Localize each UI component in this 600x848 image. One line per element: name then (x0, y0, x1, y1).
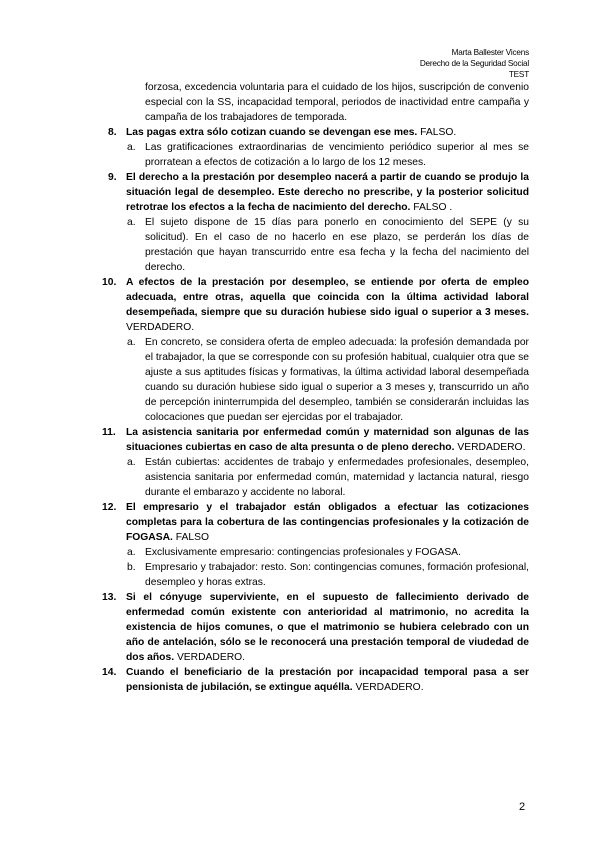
sub-text: El sujeto dispone de 15 días para ponerlo en conocimiento del SEPE (y su solicitud). En el caso de no hacerlo en ese plazo, se perderán los días de prestación que hayan transcurrido entre esa fecha y la fecha del nacimiento del derecho. (145, 217, 529, 273)
sub-item (114, 140, 529, 170)
question-answer: VERDADERO. (176, 652, 246, 663)
continuation-paragraph: forzosa, excedencia voluntaria para el cuidado de los hijos, suscripción de convenio especial con la SS, incapacidad temporal, periodos de inactividad entre campaña y campaña de los trabajadores de temporada. (145, 82, 529, 123)
sub-text: Están cubiertas: accidentes de trabajo y enfermedades profesionales, desempleo, asistencia sanitaria por enfermedad común, maternidad y lactancia natural, riesgo durante el embarazo y accidente no laboral. (145, 457, 529, 498)
header-author: Marta Ballester Vicens (451, 48, 529, 57)
sub-text: En concreto, se considera oferta de empleo adecuada: la profesión demandada por el trabajador, la que se corresponde con su profesión habitual, cualquier otra que se ajuste a sus aptitudes físicas y formativas, la última actividad laboral desempeñada cuando su duración hubiese sido igual o superior a 3 meses y, transcurrido un año de percepción ininterrumpida del desempleo, también se considerarán incluidas las colocaciones que puedan ser ejercidas por el trabajador. (145, 337, 529, 423)
sub-text: Empresario y trabajador: resto. Son: contingencias comunes, formación profesional, desempleo y horas extras. (145, 562, 529, 588)
sub-text: Exclusivamente empresario: contingencias profesionales y FOGASA. (145, 547, 461, 558)
question-11 (102, 425, 529, 455)
question-text: Las pagas extra sólo cotizan cuando se devengan ese mes. (126, 127, 418, 138)
question-number: 9. (108, 172, 117, 183)
page-number: 2 (519, 801, 526, 813)
sub-label: a. (127, 457, 136, 468)
question-answer: FALSO (175, 532, 209, 543)
sub-label: a. (127, 142, 136, 153)
question-12 (102, 500, 529, 545)
question-answer: VERDADERO. (355, 682, 424, 693)
header-type: TEST (508, 70, 529, 79)
question-10 (102, 275, 529, 335)
question-8 (108, 125, 529, 140)
question-number: 10. (102, 277, 117, 288)
question-text: La asistencia sanitaria por enfermedad común y maternidad son algunas de las situaciones cubiertas en caso de alta presunta o de pleno derecho. (126, 427, 529, 453)
question-text: A efectos de la prestación por desempleo, se entiende por oferta de empleo adecuada, entre otras, aquella que coincida con la última actividad laboral desempeñada, siempre que su duración hubiese sido igual o superior a 3 meses. (126, 277, 529, 318)
sub-item (114, 215, 529, 275)
question-answer: VERDADERO. (126, 322, 195, 333)
question-14 (102, 665, 529, 695)
question-answer: VERDADERO. (457, 442, 526, 453)
question-number: 11. (102, 427, 116, 438)
sub-label: a. (127, 217, 136, 228)
document-body (102, 80, 529, 695)
question-text: Si el cónyuge superviviente, en el supuesto de fallecimiento derivado de enfermedad común existente con anterioridad al matrimonio, no acredita la existencia de hijos comunes, o que el matrimonio se hubiera celebrado con un año de antelación, sólo se le reconocerá una prestación temporal de viudedad de dos años. (126, 592, 529, 663)
question-text: El empresario y el trabajador están obligados a efectuar las cotizaciones completas para la cobertura de las contingencias profesionales y la cotización de FOGASA. (126, 502, 529, 543)
sub-item (114, 560, 529, 590)
question-number: 8. (108, 127, 117, 138)
question-answer: FALSO. (420, 127, 457, 138)
question-number: 13. (102, 592, 117, 603)
sub-label: a. (127, 337, 136, 348)
question-9 (108, 170, 529, 215)
question-text: Cuando el beneficiario de la prestación por incapacidad temporal pasa a ser pensionista de jubilación, se extingue aquélla. (126, 667, 529, 693)
question-text: El derecho a la prestación por desempleo nacerá a partir de cuando se produjo la situación legal de desempleo. Este derecho no prescribe, y la posterior solicitud retrotrae los efectos a la fecha de nacimiento del derecho. (126, 172, 529, 213)
sub-text: Las gratificaciones extraordinarias de vencimiento periódico superior al mes se prorratean a efectos de cotización a lo largo de los 12 meses. (145, 142, 529, 168)
question-13 (102, 590, 529, 665)
question-number: 12. (102, 502, 117, 513)
sub-item (114, 545, 529, 560)
page-header (420, 47, 529, 80)
sub-label: b. (127, 562, 136, 573)
question-number: 14. (102, 667, 117, 678)
question-answer: FALSO . (413, 202, 453, 213)
sub-label: a. (127, 547, 136, 558)
header-subject: Derecho de la Seguridad Social (419, 59, 529, 68)
sub-item (114, 335, 529, 425)
sub-item (114, 455, 529, 500)
